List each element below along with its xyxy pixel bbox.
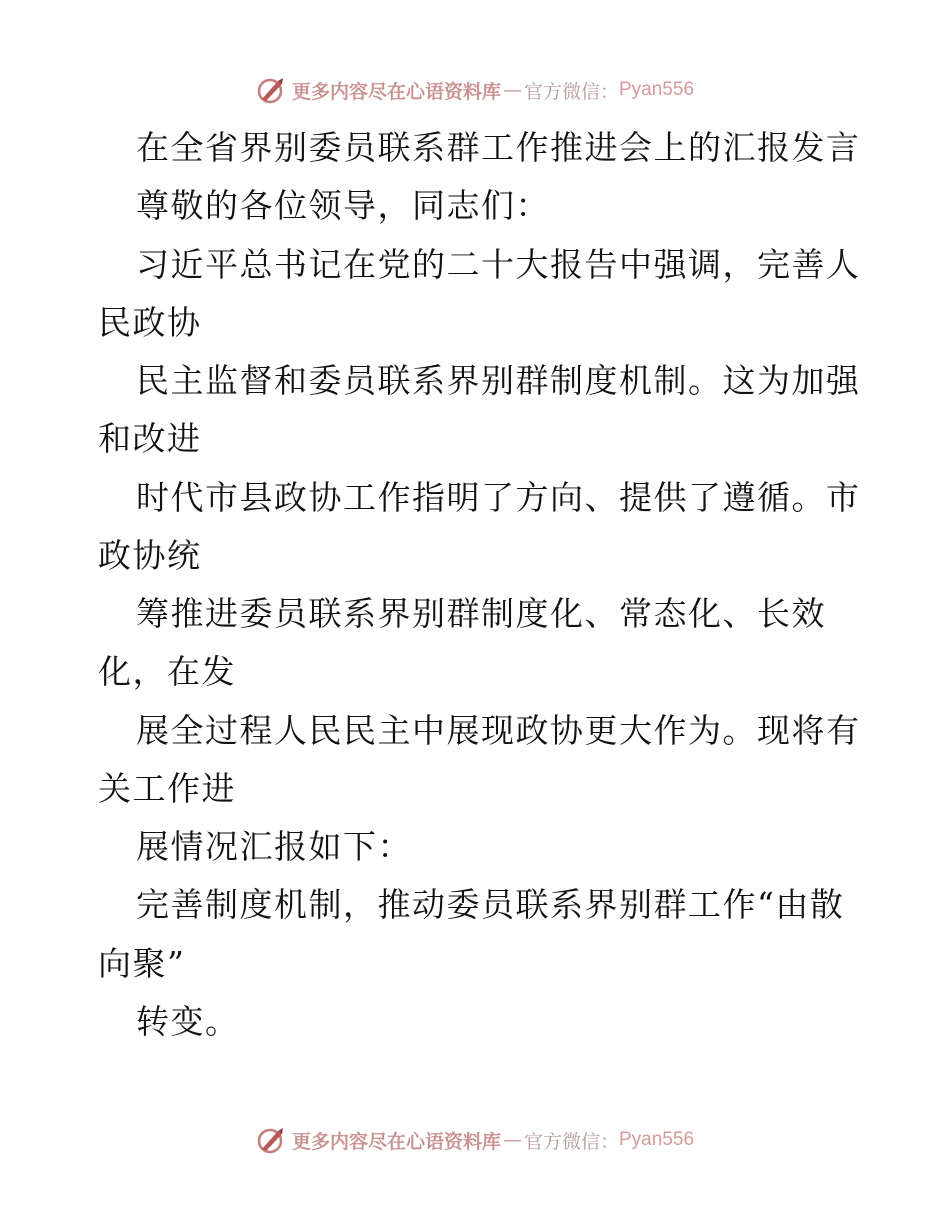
- header-watermark: [0, 70, 950, 110]
- paragraph-line: 民政协: [98, 303, 202, 342]
- watermark-dash: —: [502, 79, 522, 101]
- watermark-main-text: 更多内容尽在心语资料库: [291, 1130, 501, 1153]
- salutation: 尊敬的各位领导，同志们：: [136, 186, 550, 225]
- pen-logo-icon: [256, 75, 286, 105]
- paragraph-line: 政协统: [98, 536, 202, 575]
- paragraph-line: 展情况汇报如下：: [136, 827, 412, 866]
- paragraph-line: 和改进: [98, 419, 202, 458]
- watermark-wechat-id: Pyan556: [619, 1129, 695, 1150]
- paragraph-line: 完善制度机制，推动委员联系界别群工作“由散: [136, 885, 845, 924]
- watermark-wechat-label: 官方微信：: [523, 1130, 619, 1153]
- pen-logo-icon: [256, 1125, 286, 1155]
- paragraph-line: 习近平总书记在党的二十大报告中强调，完善人: [136, 245, 861, 284]
- document-title: 在全省界别委员联系群工作推进会上的汇报发言: [136, 128, 861, 167]
- watermark-dash: —: [502, 1129, 522, 1151]
- paragraph-line: 时代市县政协工作指明了方向、提供了遵循。市: [136, 478, 861, 517]
- paragraph-line: 关工作进: [98, 769, 236, 808]
- footer-watermark: [0, 1120, 950, 1160]
- paragraph-line: 化，在发: [98, 652, 236, 691]
- watermark-wechat-id: Pyan556: [619, 79, 695, 100]
- paragraph-line: 民主监督和委员联系界别群制度机制。这为加强: [136, 361, 861, 400]
- watermark-main-text: 更多内容尽在心语资料库: [291, 80, 501, 103]
- paragraph-line: 向聚”: [98, 944, 186, 983]
- paragraph-line: 筹推进委员联系界别群制度化、常态化、长效: [136, 594, 826, 633]
- paragraph-line: 展全过程人民民主中展现政协更大作为。现将有: [136, 711, 861, 750]
- paragraph-line: 转变。: [136, 1002, 240, 1041]
- watermark-wechat-label: 官方微信：: [523, 80, 619, 103]
